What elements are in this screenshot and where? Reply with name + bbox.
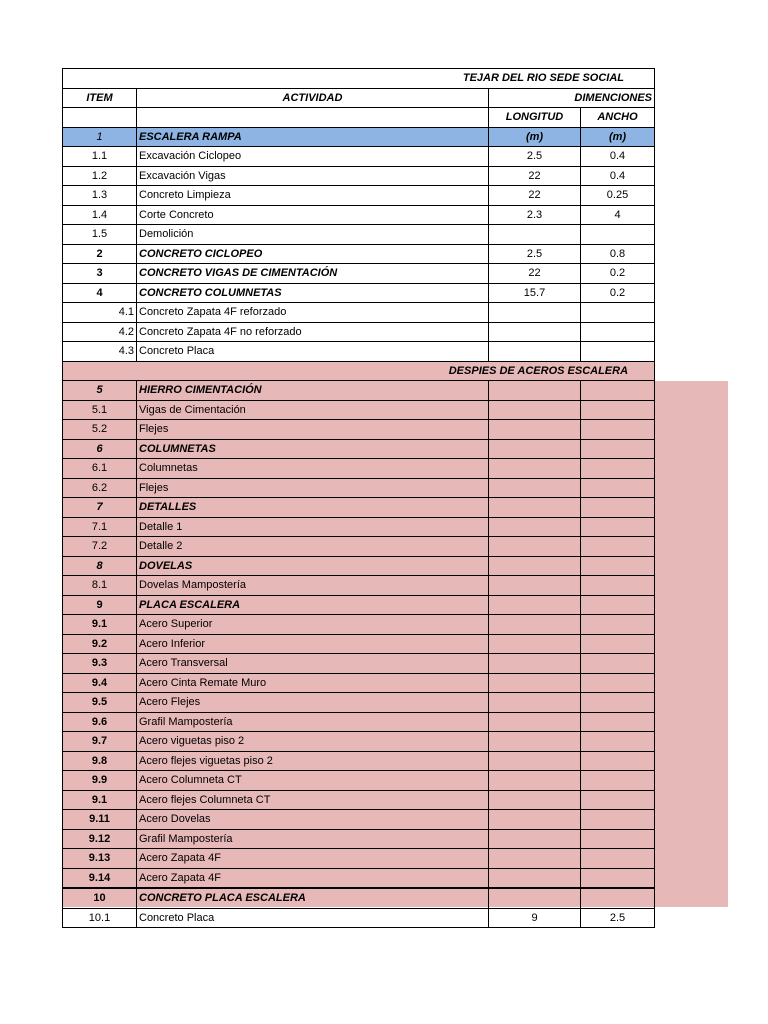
item-cell[interactable]: 6.1 <box>63 459 137 479</box>
item-cell[interactable]: 8 <box>63 556 137 576</box>
table-row <box>63 205 655 225</box>
title-row <box>63 69 655 89</box>
ancho-cell[interactable]: 0.4 <box>581 166 655 186</box>
item-cell[interactable]: 9.12 <box>63 829 137 849</box>
item-cell[interactable]: 7.2 <box>63 537 137 557</box>
longitud-cell[interactable]: 22 <box>489 186 581 206</box>
table-row <box>63 829 655 849</box>
activity-cell[interactable]: COLUMNETAS <box>137 439 489 459</box>
ancho-cell[interactable] <box>581 595 655 615</box>
ancho-cell[interactable]: 2.5 <box>581 908 655 928</box>
blank-cell[interactable] <box>63 108 137 128</box>
steel-section-title[interactable]: DESPIES DE ACEROS ESCALERA <box>63 361 655 381</box>
table-row <box>63 537 655 557</box>
table-row <box>63 810 655 830</box>
dimenciones-header[interactable]: DIMENCIONES <box>489 88 655 108</box>
activity-cell[interactable]: Concreto Placa <box>137 908 489 928</box>
longitud-cell[interactable] <box>489 498 581 518</box>
longitud-cell[interactable] <box>489 595 581 615</box>
ancho-cell[interactable] <box>581 868 655 888</box>
table-row <box>63 888 655 908</box>
activity-cell[interactable]: Detalle 1 <box>137 517 489 537</box>
actividad-header[interactable]: ACTIVIDAD <box>137 88 489 108</box>
item-cell[interactable]: 9.14 <box>63 868 137 888</box>
item-cell[interactable]: 9.2 <box>63 634 137 654</box>
activity-cell[interactable]: Concreto Limpieza <box>137 186 489 206</box>
item-cell[interactable]: 1.1 <box>63 147 137 167</box>
activity-cell[interactable]: Concreto Placa <box>137 342 489 362</box>
ancho-cell[interactable] <box>581 225 655 245</box>
longitud-cell[interactable]: 15.7 <box>489 283 581 303</box>
ancho-cell[interactable] <box>581 342 655 362</box>
activity-cell[interactable]: Acero viguetas piso 2 <box>137 732 489 752</box>
longitud-cell[interactable] <box>489 537 581 557</box>
activity-cell[interactable]: PLACA ESCALERA <box>137 595 489 615</box>
item-cell[interactable]: 6 <box>63 439 137 459</box>
item-cell[interactable]: 5.2 <box>63 420 137 440</box>
activity-cell[interactable]: Acero Flejes <box>137 693 489 713</box>
table-row <box>63 166 655 186</box>
table-row <box>63 381 655 401</box>
longitud-cell[interactable] <box>489 556 581 576</box>
longitud-cell[interactable] <box>489 771 581 791</box>
longitud-cell[interactable] <box>489 420 581 440</box>
table-row <box>63 478 655 498</box>
ancho-cell[interactable]: 0.25 <box>581 186 655 206</box>
item-cell[interactable]: 9.4 <box>63 673 137 693</box>
activity-cell[interactable]: Demolición <box>137 225 489 245</box>
item-cell[interactable]: 4 <box>63 283 137 303</box>
ancho-cell[interactable] <box>581 732 655 752</box>
ancho-cell[interactable] <box>581 498 655 518</box>
item-cell[interactable]: 7.1 <box>63 517 137 537</box>
activity-cell[interactable]: CONCRETO PLACA ESCALERA <box>137 888 489 908</box>
longitud-cell[interactable]: 22 <box>489 166 581 186</box>
item-cell[interactable]: 9.9 <box>63 771 137 791</box>
ancho-cell[interactable] <box>581 751 655 771</box>
table-row <box>63 693 655 713</box>
ancho-cell[interactable]: 0.2 <box>581 283 655 303</box>
ancho-cell[interactable] <box>581 400 655 420</box>
ancho-cell[interactable] <box>581 673 655 693</box>
table-row <box>63 342 655 362</box>
longitud-cell[interactable] <box>489 576 581 596</box>
table-row <box>63 439 655 459</box>
longitud-cell[interactable]: 2.3 <box>489 205 581 225</box>
header-row <box>63 88 655 108</box>
longitud-cell[interactable] <box>489 439 581 459</box>
item-cell[interactable]: 9 <box>63 595 137 615</box>
item-cell[interactable]: 9.7 <box>63 732 137 752</box>
longitud-cell[interactable]: 2.5 <box>489 244 581 264</box>
activity-cell[interactable]: Detalle 2 <box>137 537 489 557</box>
activity-cell[interactable]: Acero Zapata 4F <box>137 868 489 888</box>
longitud-cell[interactable] <box>489 478 581 498</box>
activity-cell[interactable]: Acero Dovelas <box>137 810 489 830</box>
activity-cell[interactable]: Grafil Mampostería <box>137 712 489 732</box>
longitud-cell[interactable] <box>489 849 581 869</box>
ancho-header[interactable]: ANCHO <box>581 108 655 128</box>
table-row <box>63 615 655 635</box>
activity-cell[interactable]: DETALLES <box>137 498 489 518</box>
longitud-cell[interactable] <box>489 712 581 732</box>
table-row <box>63 673 655 693</box>
ancho-cell[interactable] <box>581 420 655 440</box>
table-row <box>63 420 655 440</box>
table-row <box>63 771 655 791</box>
table-row <box>63 732 655 752</box>
ancho-cell[interactable]: 0.2 <box>581 264 655 284</box>
section-row-escalera <box>63 127 655 147</box>
section-label[interactable]: ESCALERA RAMPA <box>137 127 489 147</box>
item-cell[interactable]: 9.5 <box>63 693 137 713</box>
longitud-cell[interactable] <box>489 225 581 245</box>
ancho-cell[interactable] <box>581 849 655 869</box>
table-row <box>63 751 655 771</box>
item-cell[interactable]: 9.11 <box>63 810 137 830</box>
table-row <box>63 225 655 245</box>
item-cell[interactable]: 3 <box>63 264 137 284</box>
ancho-cell[interactable] <box>581 790 655 810</box>
longitud-cell[interactable] <box>489 790 581 810</box>
ancho-cell[interactable] <box>581 888 655 908</box>
ancho-cell[interactable] <box>581 381 655 401</box>
table-row <box>63 186 655 206</box>
item-cell[interactable]: 4.1 <box>63 303 137 323</box>
table-row <box>63 322 655 342</box>
sheet-title: TEJAR DEL RIO SEDE SOCIAL <box>63 69 655 89</box>
ancho-cell[interactable] <box>581 615 655 635</box>
ancho-cell[interactable] <box>581 654 655 674</box>
item-cell[interactable]: 8.1 <box>63 576 137 596</box>
item-cell[interactable]: 9.3 <box>63 654 137 674</box>
activity-cell[interactable]: Acero flejes Columneta CT <box>137 790 489 810</box>
longitud-cell[interactable] <box>489 615 581 635</box>
table-row <box>63 868 655 888</box>
longitud-cell[interactable]: 22 <box>489 264 581 284</box>
ancho-cell[interactable] <box>581 634 655 654</box>
ancho-cell[interactable] <box>581 322 655 342</box>
activity-cell[interactable]: Acero Superior <box>137 615 489 635</box>
activity-cell[interactable]: Grafil Mampostería <box>137 829 489 849</box>
item-cell[interactable]: 10 <box>63 888 137 908</box>
table-row <box>63 303 655 323</box>
longitud-cell[interactable] <box>489 868 581 888</box>
ancho-cell[interactable] <box>581 478 655 498</box>
ancho-cell[interactable] <box>581 556 655 576</box>
activity-cell[interactable]: Flejes <box>137 420 489 440</box>
ancho-unit[interactable]: (m) <box>581 127 655 147</box>
activity-cell[interactable]: Excavación Vigas <box>137 166 489 186</box>
section-item[interactable]: 1 <box>63 127 137 147</box>
longitud-cell[interactable] <box>489 829 581 849</box>
longitud-cell[interactable] <box>489 751 581 771</box>
activity-cell[interactable]: Acero flejes viguetas piso 2 <box>137 751 489 771</box>
item-cell[interactable]: 6.2 <box>63 478 137 498</box>
item-cell[interactable]: 7 <box>63 498 137 518</box>
activity-cell[interactable]: DOVELAS <box>137 556 489 576</box>
ancho-cell[interactable] <box>581 303 655 323</box>
ancho-cell[interactable] <box>581 810 655 830</box>
table-row <box>63 595 655 615</box>
ancho-cell[interactable] <box>581 771 655 791</box>
table-row <box>63 400 655 420</box>
activity-cell[interactable]: Acero Inferior <box>137 634 489 654</box>
ancho-cell[interactable]: 0.4 <box>581 147 655 167</box>
item-cell[interactable]: 9.13 <box>63 849 137 869</box>
activity-cell[interactable]: CONCRETO CICLOPEO <box>137 244 489 264</box>
activity-cell[interactable]: HIERRO CIMENTACIÓN <box>137 381 489 401</box>
longitud-cell[interactable] <box>489 654 581 674</box>
table-row <box>63 712 655 732</box>
activity-cell[interactable]: CONCRETO VIGAS DE CIMENTACIÓN <box>137 264 489 284</box>
table-row <box>63 849 655 869</box>
ancho-cell[interactable] <box>581 459 655 479</box>
longitud-cell[interactable] <box>489 888 581 908</box>
longitud-cell[interactable] <box>489 693 581 713</box>
table-row <box>63 283 655 303</box>
activity-cell[interactable]: Flejes <box>137 478 489 498</box>
table-row <box>63 244 655 264</box>
longitud-cell[interactable] <box>489 303 581 323</box>
activity-cell[interactable]: Dovelas Mampostería <box>137 576 489 596</box>
item-cell[interactable]: 1.3 <box>63 186 137 206</box>
activity-cell[interactable]: Excavación Ciclopeo <box>137 147 489 167</box>
item-cell[interactable]: 9.1 <box>63 790 137 810</box>
ancho-cell[interactable]: 4 <box>581 205 655 225</box>
longitud-cell[interactable] <box>489 517 581 537</box>
table-row <box>63 790 655 810</box>
table-row <box>63 654 655 674</box>
ancho-cell[interactable] <box>581 712 655 732</box>
activity-cell[interactable]: Acero Transversal <box>137 654 489 674</box>
item-cell[interactable]: 2 <box>63 244 137 264</box>
longitud-cell[interactable]: 2.5 <box>489 147 581 167</box>
ancho-cell[interactable] <box>581 517 655 537</box>
longitud-header[interactable]: LONGITUD <box>489 108 581 128</box>
steel-section-title-row <box>63 361 655 381</box>
longitud-cell[interactable] <box>489 400 581 420</box>
spreadsheet-table <box>62 68 655 928</box>
ancho-cell[interactable] <box>581 537 655 557</box>
ancho-cell[interactable]: 0.8 <box>581 244 655 264</box>
table-row <box>63 517 655 537</box>
activity-cell[interactable]: Acero Columneta CT <box>137 771 489 791</box>
longitud-cell[interactable] <box>489 381 581 401</box>
table-row <box>63 576 655 596</box>
activity-cell[interactable]: Concreto Zapata 4F reforzado <box>137 303 489 323</box>
blank-cell[interactable] <box>137 108 489 128</box>
table-row <box>63 634 655 654</box>
item-cell[interactable]: 4.3 <box>63 342 137 362</box>
table-row <box>63 264 655 284</box>
item-cell[interactable]: 1.2 <box>63 166 137 186</box>
item-cell[interactable]: 10.1 <box>63 908 137 928</box>
item-header[interactable]: ITEM <box>63 88 137 108</box>
activity-cell[interactable]: Concreto Zapata 4F no reforzado <box>137 322 489 342</box>
item-cell[interactable]: 9.6 <box>63 712 137 732</box>
longitud-cell[interactable]: 9 <box>489 908 581 928</box>
item-cell[interactable]: 9.1 <box>63 615 137 635</box>
table-row <box>63 556 655 576</box>
ancho-cell[interactable] <box>581 439 655 459</box>
longitud-cell[interactable] <box>489 342 581 362</box>
longitud-cell[interactable] <box>489 732 581 752</box>
ancho-cell[interactable] <box>581 693 655 713</box>
longitud-cell[interactable] <box>489 322 581 342</box>
item-cell[interactable]: 4.2 <box>63 322 137 342</box>
longitud-cell[interactable] <box>489 673 581 693</box>
activity-cell[interactable]: Acero Cinta Remate Muro <box>137 673 489 693</box>
item-cell[interactable]: 5 <box>63 381 137 401</box>
table-row <box>63 459 655 479</box>
activity-cell[interactable]: Acero Zapata 4F <box>137 849 489 869</box>
table-row <box>63 498 655 518</box>
ancho-cell[interactable] <box>581 576 655 596</box>
ancho-cell[interactable] <box>581 829 655 849</box>
longitud-unit[interactable]: (m) <box>489 127 581 147</box>
item-cell[interactable]: 9.8 <box>63 751 137 771</box>
longitud-cell[interactable] <box>489 810 581 830</box>
activity-cell[interactable]: Corte Concreto <box>137 205 489 225</box>
activity-cell[interactable]: Columnetas <box>137 459 489 479</box>
item-cell[interactable]: 1.4 <box>63 205 137 225</box>
item-cell[interactable]: 1.5 <box>63 225 137 245</box>
table-row <box>63 908 655 928</box>
longitud-cell[interactable] <box>489 634 581 654</box>
item-cell[interactable]: 5.1 <box>63 400 137 420</box>
activity-cell[interactable]: CONCRETO COLUMNETAS <box>137 283 489 303</box>
longitud-cell[interactable] <box>489 459 581 479</box>
table-row <box>63 147 655 167</box>
subheader-row <box>63 108 655 128</box>
activity-cell[interactable]: Vigas de Cimentación <box>137 400 489 420</box>
